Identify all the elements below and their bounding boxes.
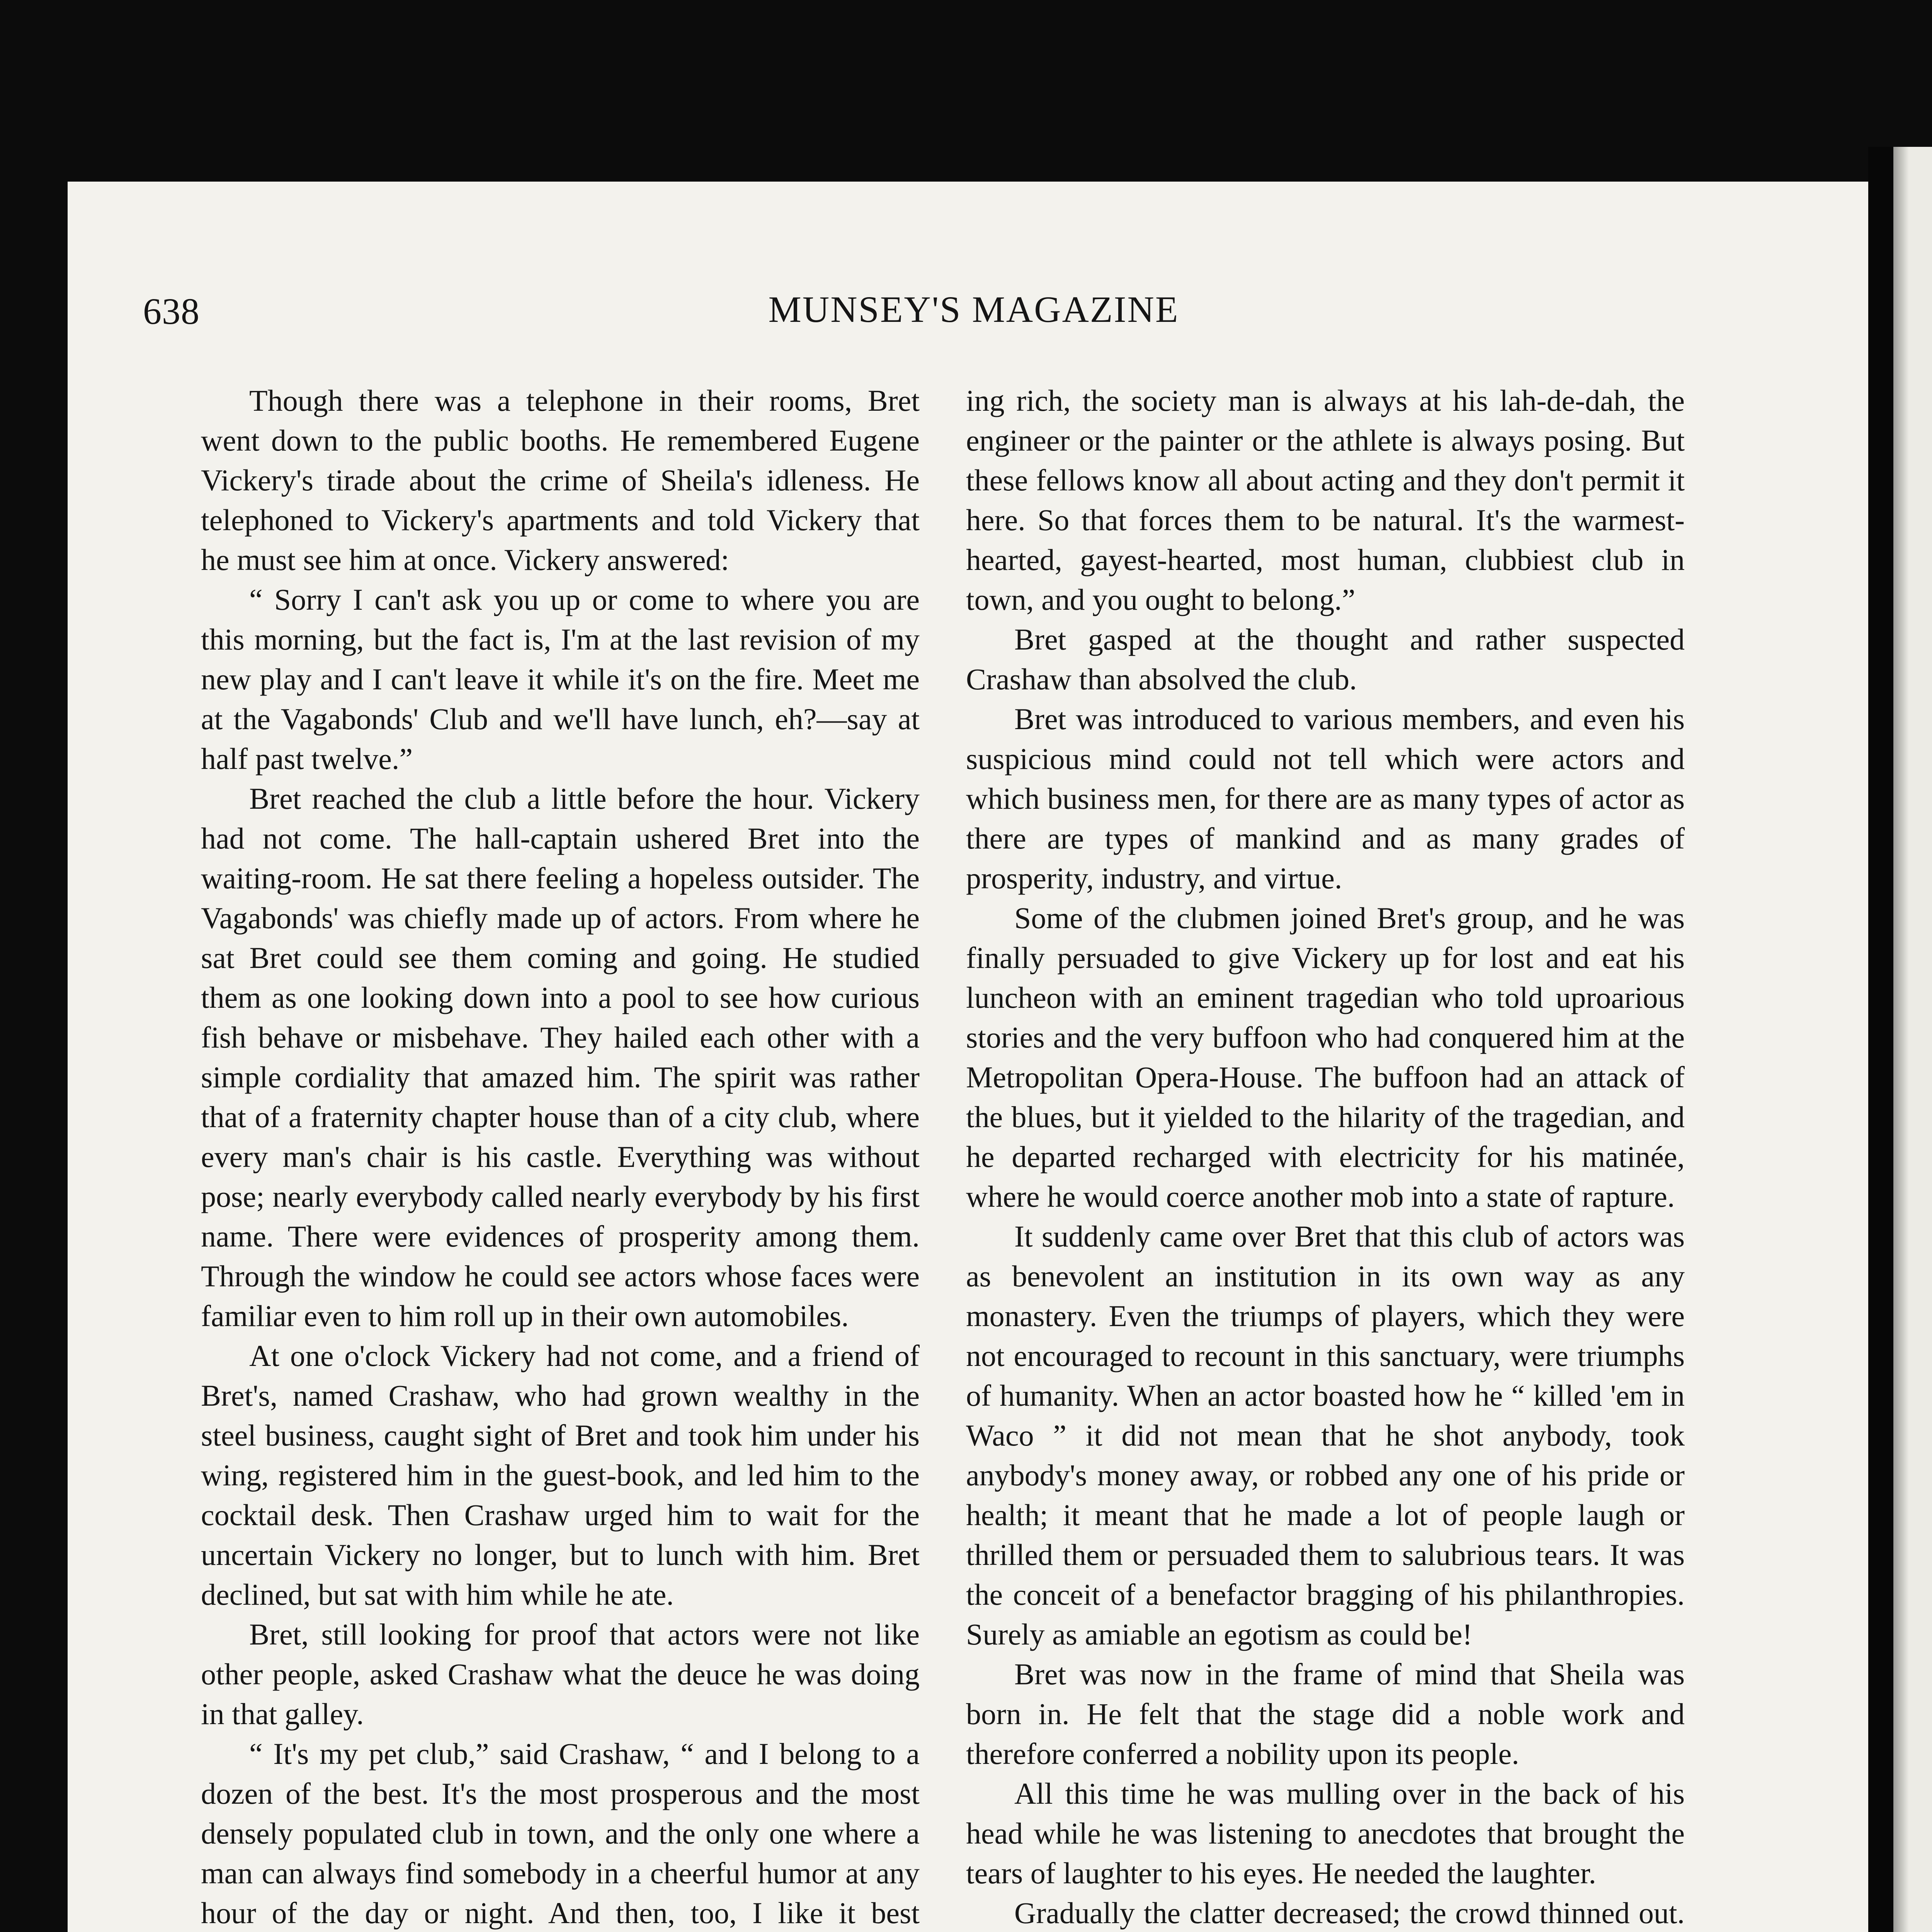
text-column-left [201,381,920,1932]
paragraph: “ It's my pet club,” said Crashaw, “ and I belong to a dozen of the best. It's the most prosperous and the most densely populated club in town, and the only one where a man can always find somebody in a cheerful humor at any hour of the day or night. And then, too, I like it best [201,1737,920,1930]
paragraph-continued: ing rich, the society man is always at his lah-de-dah, the engineer or the painter or the athlete is always posing. But these fellows know all about acting and they don't permit it here. So that forces them to be natural. It's the warmest-hearted, gayest-hearted, most human, clubbiest club in town, and you ought to belong.” [966,384,1685,616]
text-column-right [966,381,1685,1932]
facing-page-shadow [1893,147,1909,1932]
page-number: 638 [143,291,200,332]
paragraph: At one o'clock Vickery had not come, and a friend of Bret's, named Crashaw, who had grown wealthy in the steel business, caught sight of Bret and took him under his wing, registered him in the guest-book, and led him to the cocktail desk. Then Crashaw urged him to wait for the uncertain Vickery no longer, but to lunch with him. Bret declined, but sat with him while he ate. [201,1339,920,1611]
paragraph: It suddenly came over Bret that this club of actors was as benevolent an institution in its own way as any monastery. Even the triumps of players, which they were not encouraged to recount in this sanctuary, were triumphs of humanity. When an actor boasted how he “ killed 'em in Waco ” it did not mean that he shot anybody, took anybody's money away, or robbed any one of his pride or health; it meant that he made a lot of people laugh or thrilled them or persuaded them to salubrious tears. It was the conceit of a benefactor bragging of his philanthropies. Surely as amiable an egotism as could be! [966,1219,1685,1651]
paragraph: Bret, still looking for proof that actors were not like other people, asked Crashaw what the deuce he was doing in that galley. [201,1617,920,1731]
paragraph: “ Sorry I can't ask you up or come to where you are this morning, but the fact is, I'm at the last revision of my new play and I can't leave it while it's on the fire. Meet me at the Vagabonds' Club and we'll have lunch, eh?—say at half past twelve.” [201,583,920,776]
book-spine [1868,147,1893,1932]
paragraph: Some of the clubmen joined Bret's group, and he was finally persuaded to give Vickery up for lost and eat his luncheon with an eminent tragedian who told uproarious stories and the very buffoon who had conquered him at the Metropolitan Opera-House. The buffoon had an attack of the blues, but it yielded to the hilarity of the tragedian, and he departed recharged with electricity for his matinée, where he would coerce another mob into a state of rapture. [966,901,1685,1213]
running-head: MUNSEY'S MAGAZINE [768,289,1179,330]
paragraph: All this time he was mulling over in the back of his head while he was listening to anecdotes that brought the tears of laughter to his eyes. He needed the laughter. [966,1777,1685,1890]
paragraph: Bret was now in the frame of mind that Sheila was born in. He felt that the stage did a noble work and therefore conferred a nobility upon its people. [966,1657,1685,1770]
paragraph: Gradually the clatter decreased; the crowd thinned out. [1014,1896,1685,1930]
paragraph: Though there was a telephone in their rooms, Bret went down to the public booths. He remembered Eugene Vickery's tirade about the crime of Sheila's idleness. He telephoned to Vickery's apartments and told Vickery that he must see him at once. Vickery answered: [201,384,920,577]
paragraph: Bret was introduced to various members, and even his suspicious mind could not tell which were actors and which business men, for there are as many types of actor as there are types of mankind and as many grades of prosperity, industry, and virtue. [966,702,1685,895]
paragraph: Bret reached the club a little before the hour. Vickery had not come. The hall-captain ushered Bret into the waiting-room. He sat there feeling a hopeless outsider. The Vagabonds' was chiefly made up of actors. From where he sat Bret could see them coming and going. He studied them as one looking down into a pool to see how curious fish behave or misbehave. They hailed each other with a simple cordiality that amazed him. The spirit was rather that of a fraternity chapter house than of a city club, where every man's chair is his castle. Everything was without pose; nearly everybody called nearly everybody by his first name. There were evidences of prosperity among them. Through the window he could see actors whose faces were familiar even to him roll up in their own automobiles. [201,782,920,1333]
paragraph: Bret gasped at the thought and rather suspected Crashaw than absolved the club. [966,622,1685,696]
